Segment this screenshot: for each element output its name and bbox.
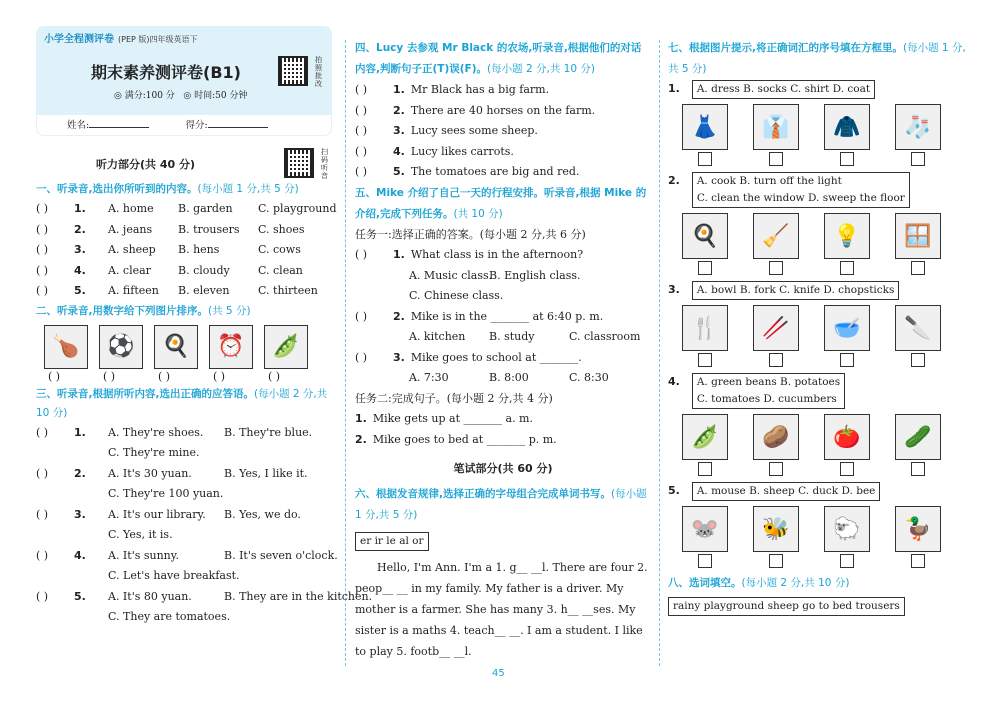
- section-5-heading: 五、Mike 介绍了自己一天的行程安排。听录音,根据 Mike 的介绍,完成下列任务。(共 10 分): [355, 186, 647, 220]
- picture-group: [668, 172, 968, 275]
- option-a: A. It's our library.: [108, 507, 206, 521]
- question-number: 1.: [668, 82, 680, 95]
- option-c: C. clean: [258, 263, 303, 277]
- question-row: [355, 245, 651, 266]
- answer-box[interactable]: [769, 152, 783, 166]
- order-bracket[interactable]: ( ): [158, 369, 171, 383]
- score-blank[interactable]: [208, 118, 268, 128]
- option-a: A. kitchen: [409, 330, 466, 343]
- column-left: [36, 26, 373, 628]
- statement-row: [355, 142, 651, 163]
- dress-picture: 👗: [682, 104, 728, 150]
- word-bank: rainy playground sheep go to bed trousers: [668, 597, 905, 616]
- option-a: A. clear: [108, 263, 151, 277]
- answer-bracket[interactable]: ( ): [36, 466, 49, 480]
- shirt-picture: 👔: [753, 104, 799, 150]
- sweep-picture: 🧹: [753, 213, 799, 259]
- answer-bracket[interactable]: ( ): [355, 144, 368, 158]
- order-bracket[interactable]: ( ): [48, 369, 61, 383]
- question-number: 2.: [355, 432, 367, 446]
- options-row: [355, 368, 651, 389]
- answer-bracket[interactable]: ( ): [355, 309, 368, 323]
- option-b: B. garden: [178, 202, 233, 215]
- task-2-label: 任务二:完成句子。(每小题 2 分,共 4 分): [355, 391, 553, 405]
- beans-picture: 🫛: [682, 414, 728, 460]
- potatoes-picture: 🥔: [753, 414, 799, 460]
- section-7-heading: 七、根据图片提示,将正确词汇的序号填在方框里。(每小题 1 分,共 5 分): [668, 42, 966, 75]
- option-c: C. They're 100 yuan.: [108, 487, 224, 500]
- picture-group: [668, 373, 968, 476]
- options-row-cont: [355, 286, 651, 307]
- picture-group: [668, 482, 968, 568]
- question-row-cont: [36, 525, 332, 546]
- answer-bracket[interactable]: ( ): [36, 284, 49, 297]
- order-bracket[interactable]: ( ): [103, 369, 116, 383]
- option-c: C. 8:30: [569, 371, 609, 384]
- option-b: B. hens: [178, 243, 220, 256]
- column-divider-left: [345, 40, 346, 666]
- answer-bracket[interactable]: ( ): [355, 165, 368, 178]
- question-number: 5.: [393, 165, 405, 178]
- question-row: [36, 240, 332, 261]
- window-picture: 🪟: [895, 213, 941, 259]
- green-beans-picture: 🫛: [264, 325, 308, 369]
- name-score-bar: 姓名: 得分:: [36, 114, 332, 136]
- option-c: C. classroom: [569, 330, 641, 343]
- answer-bracket[interactable]: ( ): [355, 248, 368, 261]
- word-options-line: A. green beans B. potatoes: [696, 376, 841, 388]
- option-a: A. It's sunny.: [108, 548, 180, 562]
- option-b: B. cloudy: [178, 263, 230, 277]
- qr-label: 拍照批改: [315, 56, 322, 88]
- question-number: 4.: [74, 263, 86, 277]
- question-row: [36, 505, 332, 526]
- option-c: C. Chinese class.: [409, 289, 504, 302]
- question-number: 4.: [668, 375, 680, 388]
- question-row: [36, 220, 332, 241]
- answer-bracket[interactable]: ( ): [36, 425, 49, 439]
- exam-header: [36, 26, 332, 136]
- question-row: [355, 307, 651, 328]
- duck-picture: 🦆: [895, 506, 941, 552]
- answer-box[interactable]: [769, 261, 783, 275]
- roast-chicken-picture: 🍗: [44, 325, 88, 369]
- column-middle: [355, 38, 651, 662]
- fill-row: [355, 409, 651, 430]
- answer-bracket[interactable]: ( ): [355, 103, 368, 117]
- question-number: 3.: [74, 243, 86, 256]
- question-number: 3.: [668, 283, 680, 296]
- question-number: 2.: [74, 466, 86, 480]
- section-1-heading: 一、听录音,选出你所听到的内容。(每小题 1 分,共 5 分): [36, 183, 299, 195]
- fork-picture: 🍴: [682, 305, 728, 351]
- answer-bracket[interactable]: ( ): [36, 263, 49, 277]
- option-c: C. They're mine.: [108, 446, 200, 459]
- section-6-paragraph: Hello, I'm Ann. I'm a 1. g__ __l. There are four 2. peop__ __ in my family. My father is a driver. My mother is a farmer. She has many 3. h__ __ses. My sister is a maths 4. teach__ __. I am a student. I like to play 5. footb__ __l.: [355, 561, 648, 658]
- section-2-brackets: [36, 369, 332, 385]
- picture-group: [668, 281, 968, 367]
- word-options-line: A. dress B. socks C. shirt D. coat: [696, 83, 871, 95]
- question-number: 1.: [393, 248, 405, 261]
- tomatoes-picture: 🍅: [824, 414, 870, 460]
- cucumbers-picture: 🥒: [895, 414, 941, 460]
- kitchen-picture: 🍳: [154, 325, 198, 369]
- name-blank[interactable]: [89, 118, 149, 128]
- question-number: 5.: [74, 284, 86, 297]
- option-c: C. cows: [258, 243, 301, 256]
- answer-bracket[interactable]: ( ): [355, 350, 368, 364]
- qr-label: 扫码听音: [321, 148, 328, 180]
- statement-text: Lucy likes carrots.: [410, 144, 514, 158]
- section-2-pictures: [36, 325, 332, 369]
- option-c: C. They are tomatoes.: [108, 610, 231, 623]
- question-row: [36, 546, 338, 567]
- answer-box[interactable]: [698, 261, 712, 275]
- option-a: A. jeans: [108, 222, 153, 236]
- question-number: 5.: [668, 484, 680, 497]
- option-b: B. Yes, I like it.: [224, 466, 308, 480]
- option-c: C. Let's have breakfast.: [108, 569, 240, 582]
- mouse-picture: 🐭: [682, 506, 728, 552]
- option-a: A. They're shoes.: [108, 425, 204, 439]
- question-text: Mike goes to school at _______.: [410, 350, 582, 364]
- question-text: What class is in the afternoon?: [410, 248, 584, 261]
- knife-picture: 🔪: [895, 305, 941, 351]
- listening-title: 听力部分(共 40 分): [96, 158, 196, 171]
- word-options-line: A. cook B. turn off the light: [696, 175, 842, 187]
- option-a: A. It's 80 yuan.: [108, 589, 192, 603]
- fill-text: Mike gets up at _______ a. m.: [372, 412, 533, 425]
- option-b: B. trousers: [178, 222, 240, 236]
- word-options: [692, 482, 881, 501]
- playground-picture: ⚽: [99, 325, 143, 369]
- question-row: [355, 348, 651, 369]
- word-options: [692, 281, 900, 300]
- word-options: [692, 80, 875, 99]
- statement-row: [355, 162, 651, 183]
- option-a: A. sheep: [108, 243, 156, 256]
- answer-box[interactable]: [911, 462, 925, 476]
- option-b: B. study: [489, 330, 535, 343]
- order-bracket[interactable]: ( ): [268, 369, 281, 383]
- option-a: A. Music class.: [409, 268, 493, 282]
- socks-picture: 🧦: [895, 104, 941, 150]
- section-3-heading: 三、听录音,根据所听内容,选出正确的应答语。(每小题 2 分,共 10 分): [36, 387, 328, 419]
- answer-bracket[interactable]: ( ): [355, 83, 368, 96]
- boy-clock-picture: ⏰: [209, 325, 253, 369]
- question-number: 3.: [393, 350, 405, 364]
- statement-text: There are 40 horses on the farm.: [410, 103, 596, 117]
- question-row: [36, 587, 373, 608]
- answer-box[interactable]: [840, 353, 854, 367]
- question-number: 4.: [74, 548, 86, 562]
- question-number: 3.: [393, 124, 405, 137]
- answer-box[interactable]: [698, 152, 712, 166]
- answer-bracket[interactable]: ( ): [36, 222, 49, 236]
- word-options: [692, 373, 845, 409]
- section-4-heading: 四、Lucy 去参观 Mr Black 的农场,听录音,根据他们的对话内容,判断句子正(T)误(F)。(每小题 2 分,共 10 分): [355, 42, 642, 75]
- brand: 小学全程测评卷 (PEP 版)四年级英语下: [44, 34, 198, 45]
- qr-code-icon[interactable]: [284, 148, 314, 178]
- option-a: A. home: [108, 202, 154, 215]
- column-right: [668, 38, 968, 616]
- answer-box[interactable]: [769, 554, 783, 568]
- question-number: 2.: [668, 174, 680, 187]
- bee-picture: 🐝: [753, 506, 799, 552]
- statement-row: [355, 80, 651, 101]
- bowl-picture: 🥣: [824, 305, 870, 351]
- section-2-heading: 二、听录音,用数字给下列图片排序。(共 5 分): [36, 304, 251, 317]
- coat-picture: 🧥: [824, 104, 870, 150]
- light-picture: 💡: [824, 213, 870, 259]
- option-a: A. It's 30 yuan.: [108, 466, 192, 480]
- exam-meta: ◎ 满分:100 分 ◎ 时间:50 分钟: [114, 91, 248, 101]
- question-row: [36, 199, 337, 220]
- answer-bracket[interactable]: ( ): [36, 589, 49, 603]
- answer-box[interactable]: [698, 462, 712, 476]
- word-options-line: A. bowl B. fork C. knife D. chopsticks: [696, 284, 895, 296]
- word-options-line: C. tomatoes D. cucumbers: [696, 393, 837, 405]
- answer-box[interactable]: [769, 462, 783, 476]
- question-number: 1.: [355, 412, 367, 425]
- question-row-cont: [36, 566, 332, 587]
- option-b: B. It's seven o'clock.: [224, 548, 338, 562]
- fill-text: Mike goes to bed at _______ p. m.: [372, 432, 557, 446]
- statement-text: The tomatoes are big and red.: [410, 165, 580, 178]
- answer-box[interactable]: [911, 261, 925, 275]
- statement-row: [355, 121, 651, 142]
- answer-bracket[interactable]: ( ): [355, 124, 368, 137]
- question-number: 1.: [74, 425, 86, 439]
- word-options-line: A. mouse B. sheep C. duck D. bee: [696, 485, 876, 497]
- answer-box[interactable]: [911, 353, 925, 367]
- option-b: B. Yes, we do.: [224, 507, 301, 521]
- cook-picture: 🍳: [682, 213, 728, 259]
- option-b: B. They're blue.: [224, 425, 313, 439]
- answer-box[interactable]: [840, 462, 854, 476]
- sheep-picture: 🐑: [824, 506, 870, 552]
- question-number: 3.: [74, 507, 86, 521]
- statement-row: [355, 101, 651, 122]
- answer-box[interactable]: [698, 554, 712, 568]
- section-6-heading: 六、根据发音规律,选择正确的字母组合完成单词书写。(每小题 1 分,共 5 分): [355, 488, 647, 521]
- option-c: C. shoes: [258, 222, 305, 236]
- option-b: B. eleven: [178, 284, 230, 297]
- letter-options: er ir le al or: [355, 532, 429, 551]
- question-number: 4.: [393, 144, 405, 158]
- qr-code-icon[interactable]: [278, 56, 308, 86]
- writing-title: 笔试部分(共 60 分): [453, 462, 553, 475]
- question-number: 1.: [74, 202, 86, 215]
- question-row-cont: [36, 443, 332, 464]
- answer-box[interactable]: [911, 554, 925, 568]
- question-number: 1.: [393, 83, 405, 96]
- answer-box[interactable]: [698, 353, 712, 367]
- question-row-cont: [36, 607, 332, 628]
- answer-bracket[interactable]: ( ): [36, 507, 49, 521]
- picture-group: [668, 80, 968, 166]
- question-row: [36, 281, 332, 302]
- page-number: 45: [492, 668, 505, 679]
- task-1-label: 任务一:选择正确的答案。(每小题 2 分,共 6 分): [355, 227, 586, 241]
- answer-bracket[interactable]: ( ): [36, 548, 49, 562]
- statement-text: Mr Black has a big farm.: [410, 83, 550, 96]
- answer-box[interactable]: [840, 554, 854, 568]
- statement-text: Lucy sees some sheep.: [410, 124, 538, 137]
- answer-bracket[interactable]: ( ): [36, 202, 49, 215]
- options-row: [355, 327, 651, 348]
- answer-bracket[interactable]: ( ): [36, 243, 49, 256]
- question-row-cont: [36, 484, 332, 505]
- options-row: [355, 266, 651, 287]
- option-c: C. Yes, it is.: [108, 528, 173, 541]
- option-b: B. English class.: [489, 268, 581, 282]
- page-title: 期末素养测评卷(B1): [91, 63, 241, 82]
- question-number: 2.: [74, 222, 86, 236]
- answer-box[interactable]: [840, 261, 854, 275]
- option-b: B. 8:00: [489, 371, 529, 384]
- question-number: 2.: [393, 309, 405, 323]
- option-c: C. playground: [258, 202, 337, 215]
- question-text: Mike is in the _______ at 6:40 p. m.: [410, 309, 604, 323]
- option-c: C. thirteen: [258, 284, 318, 297]
- question-number: 5.: [74, 589, 86, 603]
- chopsticks-picture: 🥢: [753, 305, 799, 351]
- word-options-line: C. clean the window D. sweep the floor: [696, 192, 905, 204]
- fill-row: [355, 430, 651, 451]
- option-b: B. They are in the kitchen.: [224, 589, 373, 603]
- order-bracket[interactable]: ( ): [213, 369, 226, 383]
- section-8-heading: 八、选词填空。(每小题 2 分,共 10 分): [668, 577, 850, 589]
- question-row: [36, 464, 332, 485]
- question-row: [36, 423, 332, 444]
- word-options: [692, 172, 910, 208]
- option-a: A. 7:30: [409, 371, 449, 384]
- answer-box[interactable]: [911, 152, 925, 166]
- column-divider-right: [659, 40, 660, 666]
- option-a: A. fifteen: [108, 284, 159, 297]
- answer-box[interactable]: [840, 152, 854, 166]
- answer-box[interactable]: [769, 353, 783, 367]
- question-number: 2.: [393, 103, 405, 117]
- question-row: [36, 261, 332, 282]
